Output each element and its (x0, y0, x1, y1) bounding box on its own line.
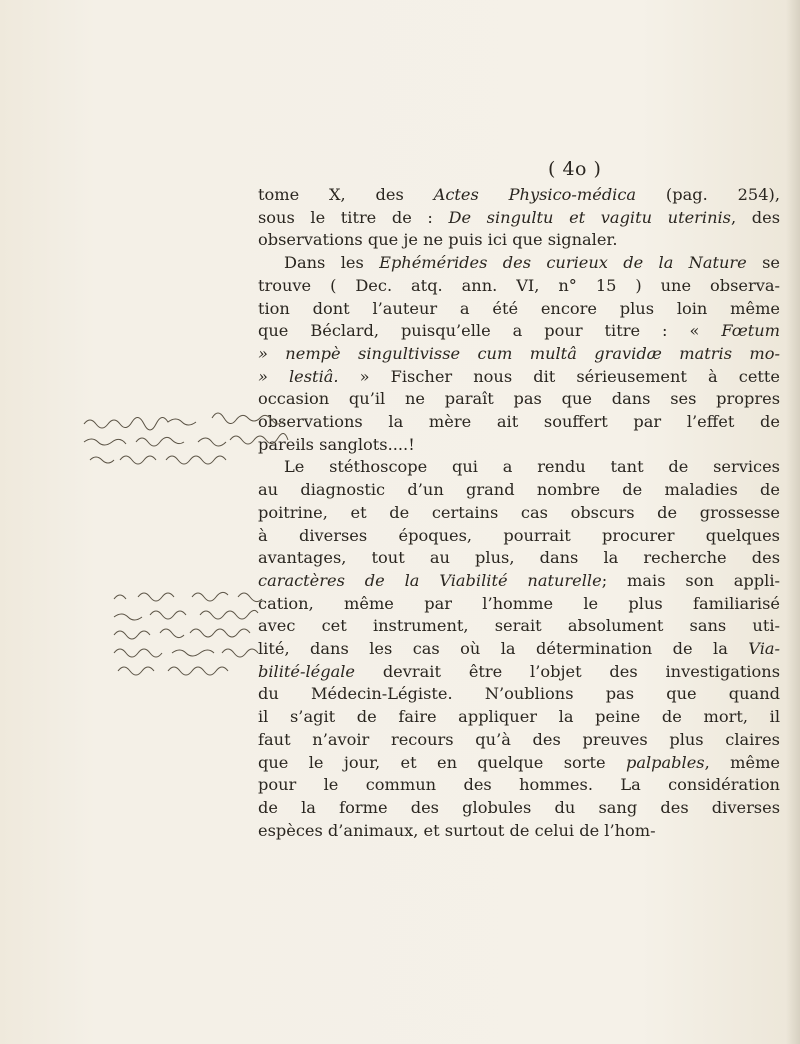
text-line: poitrine, et de certains cas obscurs de grossesse (258, 502, 780, 522)
text-line: Dans les Ephémérides des curieux de la Nature se (284, 253, 780, 273)
text-line: observations la mère ait souffert par l’effet de (258, 412, 780, 432)
text-line: Le stéthoscope qui a rendu tant de services (284, 457, 780, 477)
text-line: observations que je ne puis ici que signaler. (258, 230, 618, 250)
text-line: caractères de la Viabilité naturelle; mais son appli- (258, 570, 780, 590)
text-line: tion dont l’auteur a été encore plus loin même (258, 298, 780, 318)
text-line: occasion qu’il ne paraît pas que dans ses propres (258, 389, 780, 409)
page-edge-shadow (786, 0, 800, 1044)
text-line: il s’agit de faire appliquer la peine de mort, il (258, 707, 780, 727)
page-number: ( 4o ) (548, 158, 602, 180)
text-line: à diverses époques, pourrait procurer quelques (258, 525, 780, 545)
text-line: » lestiâ. » Fischer nous dit sérieusement à cette (258, 366, 781, 386)
body-text (258, 184, 780, 842)
text-line: du Médecin-Légiste. N’oublions pas que quand (258, 684, 780, 704)
text-line: tome X, des Actes Physico-médica (pag. 254), (258, 185, 780, 204)
text-line: pareils sanglots....! (258, 434, 415, 454)
margin-handwriting-1 (80, 408, 330, 470)
text-line: bilité-légale devrait être l’objet des investigations (258, 661, 780, 681)
text-line: sous le titre de : De singultu et vagitu uterinis, des (258, 207, 781, 227)
text-line: trouve ( Dec. atq. ann. VI, n° 15 ) une observa- (258, 275, 780, 295)
text-line: cation, même par l’homme le plus familiarisé (258, 593, 780, 613)
text-line: pour le commun des hommes. La considération (258, 775, 780, 795)
text-line: que le jour, et en quelque sorte palpables, même (258, 752, 780, 772)
text-line: faut n’avoir recours qu’à des preuves plus claires (258, 729, 780, 749)
text-line: que Béclard, puisqu’elle a pour titre : « Fœtum (258, 321, 780, 341)
text-line: lité, dans les cas où la détermination de la Via- (258, 639, 780, 659)
margin-handwriting-2 (108, 585, 278, 685)
text-line: » nempè singultivisse cum multâ gravidæ matris mo- (258, 343, 780, 363)
text-line: avantages, tout au plus, dans la recherche des (258, 548, 780, 568)
text-line: au diagnostic d’un grand nombre de maladies de (258, 480, 780, 500)
text-line: espèces d’animaux, et surtout de celui de l’hom- (258, 820, 656, 840)
text-line: avec cet instrument, serait absolument sans uti- (258, 616, 780, 636)
text-line: de la forme des globules du sang des diverses (258, 797, 780, 817)
